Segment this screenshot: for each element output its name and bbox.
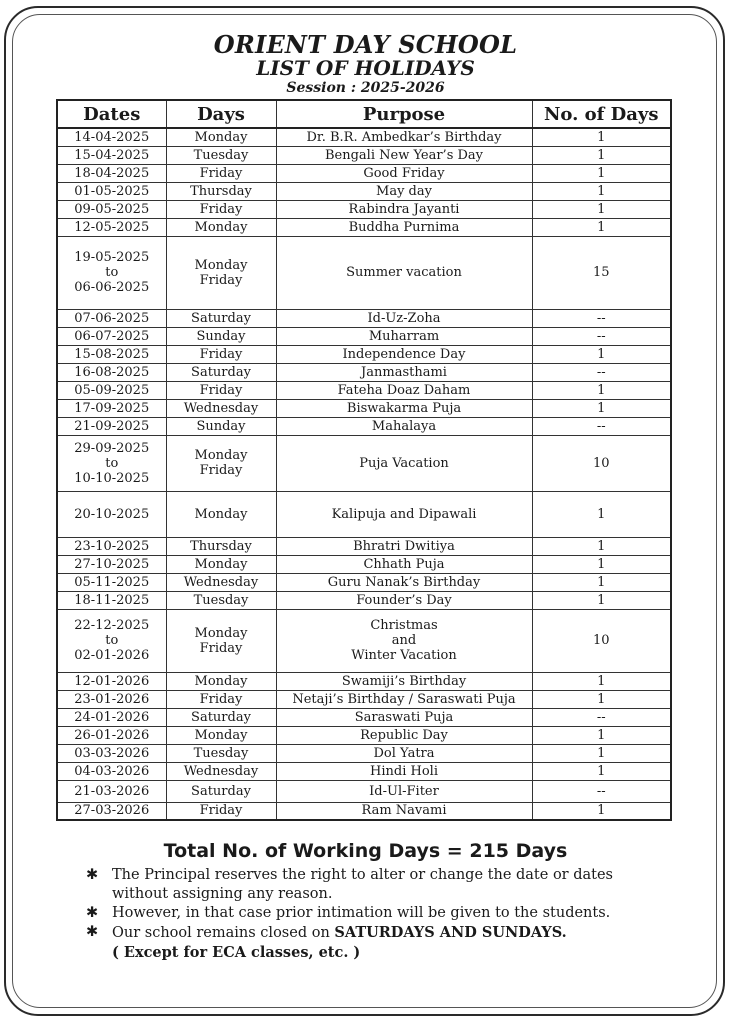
table-row — [57, 780, 671, 802]
count-value: 1 — [597, 219, 606, 235]
day-value: Wednesday — [183, 400, 259, 416]
day-value: Thursday — [190, 183, 252, 199]
count-value: 1 — [597, 129, 606, 145]
table-row — [57, 708, 671, 726]
table-row — [57, 381, 671, 399]
date-value: 09-05-2025 — [74, 201, 150, 217]
date-cell — [57, 672, 166, 690]
purpose-value: Puja Vacation — [359, 455, 449, 471]
day-cell — [166, 744, 276, 762]
count-value: -- — [596, 783, 606, 799]
table-row — [57, 218, 671, 236]
date-from: 29-09-2025 — [74, 440, 150, 456]
day-to: Friday — [199, 463, 243, 478]
date-value: 03-03-2026 — [74, 745, 150, 761]
date-cell — [57, 762, 166, 780]
count-value: 1 — [597, 673, 606, 689]
purpose-value: Summer vacation — [346, 265, 462, 280]
column-header-count: No. of Days — [532, 100, 671, 128]
day-cell — [166, 200, 276, 218]
count-cell — [532, 491, 671, 537]
purpose-cell — [276, 762, 532, 780]
note-text — [112, 866, 613, 904]
date-value: 04-03-2026 — [74, 763, 150, 779]
day-cell — [166, 672, 276, 690]
day-value: Monday — [194, 506, 248, 522]
count-value: 1 — [597, 346, 606, 362]
date-value: 01-05-2025 — [74, 183, 150, 199]
day-cell — [166, 537, 276, 555]
day-value: Monday — [194, 727, 248, 743]
day-value: Friday — [199, 201, 243, 217]
count-value: 1 — [597, 183, 606, 199]
date-cell — [57, 780, 166, 802]
asterisk-icon: ✱ — [86, 924, 99, 940]
date-cell — [57, 200, 166, 218]
table-row — [57, 435, 671, 491]
purpose-cell — [276, 537, 532, 555]
day-value: Friday — [199, 691, 243, 707]
date-value: 21-03-2026 — [74, 783, 150, 799]
day-cell — [166, 218, 276, 236]
count-value: 1 — [597, 382, 606, 398]
date-cell — [57, 236, 166, 309]
purpose-value: Guru Nanak’s Birthday — [327, 574, 481, 590]
purpose-cell — [276, 555, 532, 573]
count-value: 1 — [597, 574, 606, 590]
date-cell — [57, 435, 166, 491]
purpose-cell — [276, 345, 532, 363]
purpose-cell — [276, 399, 532, 417]
date-value: 18-04-2025 — [74, 165, 150, 181]
count-value: 1 — [597, 592, 606, 608]
purpose-value: Netaji’s Birthday / Saraswati Puja — [292, 691, 516, 707]
purpose-value: Kalipuja and Dipawali — [331, 506, 477, 522]
table-row — [57, 327, 671, 345]
date-cell — [57, 491, 166, 537]
date-cell — [57, 399, 166, 417]
day-cell — [166, 708, 276, 726]
day-cell — [166, 182, 276, 200]
date-value: 27-03-2026 — [74, 803, 150, 819]
date-cell — [57, 744, 166, 762]
date-value: 17-09-2025 — [74, 400, 150, 416]
count-cell — [532, 591, 671, 609]
table-row — [57, 182, 671, 200]
day-cell — [166, 381, 276, 399]
count-value: -- — [596, 709, 606, 725]
date-cell — [57, 146, 166, 164]
document-title: LIST OF HOLIDAYS — [256, 56, 475, 80]
table-row — [57, 762, 671, 780]
table-row — [57, 609, 671, 672]
column-header-purpose: Purpose — [276, 100, 532, 128]
day-value: Wednesday — [183, 574, 259, 590]
count-cell — [532, 200, 671, 218]
date-to: 02-01-2026 — [74, 648, 150, 663]
table-row — [57, 200, 671, 218]
count-cell — [532, 780, 671, 802]
count-cell — [532, 555, 671, 573]
purpose-line: Winter Vacation — [351, 648, 457, 663]
count-cell — [532, 182, 671, 200]
purpose-cell — [276, 690, 532, 708]
day-value: Friday — [199, 803, 243, 819]
table-row — [57, 363, 671, 381]
purpose-cell — [276, 491, 532, 537]
purpose-value: Dol Yatra — [373, 745, 435, 761]
date-cell — [57, 708, 166, 726]
date-cell — [57, 327, 166, 345]
day-value: Monday — [194, 219, 248, 235]
purpose-value: Janmasthami — [361, 364, 447, 380]
purpose-value: Bhratri Dwitiya — [353, 538, 455, 554]
count-cell — [532, 708, 671, 726]
day-value: Tuesday — [193, 147, 249, 163]
date-cell — [57, 218, 166, 236]
purpose-value: Chhath Puja — [363, 556, 445, 572]
count-value: 1 — [597, 556, 606, 572]
note-emphasis: SATURDAYS AND SUNDAYS. — [334, 924, 567, 941]
count-value: -- — [596, 364, 606, 380]
date-cell — [57, 726, 166, 744]
purpose-cell — [276, 164, 532, 182]
count-cell — [532, 417, 671, 435]
day-cell — [166, 573, 276, 591]
column-header-dates: Dates — [57, 100, 166, 128]
count-cell — [532, 399, 671, 417]
table-row — [57, 672, 671, 690]
date-value: 27-10-2025 — [74, 556, 150, 572]
day-value: Saturday — [191, 310, 251, 326]
day-cell — [166, 762, 276, 780]
range-to: to — [105, 455, 119, 471]
day-to: Friday — [199, 640, 243, 656]
note-item — [86, 904, 676, 923]
count-value: 10 — [592, 633, 610, 648]
count-cell — [532, 744, 671, 762]
count-value: 1 — [597, 506, 606, 522]
day-value: Wednesday — [183, 763, 259, 779]
purpose-cell — [276, 708, 532, 726]
date-cell — [57, 182, 166, 200]
day-cell — [166, 690, 276, 708]
count-value: 15 — [592, 265, 610, 280]
note-line: However, in that case prior intimation will be given to the students. — [112, 905, 611, 921]
count-cell — [532, 435, 671, 491]
count-value: 1 — [597, 201, 606, 217]
asterisk-icon: ✱ — [86, 905, 99, 921]
total-working-days: Total No. of Working Days = 215 Days — [163, 840, 568, 862]
purpose-cell — [276, 128, 532, 146]
table-row — [57, 345, 671, 363]
day-value: Saturday — [191, 364, 251, 380]
purpose-cell — [276, 802, 532, 820]
date-to: 06-06-2025 — [74, 280, 150, 295]
table-row — [57, 591, 671, 609]
date-from: 19-05-2025 — [74, 250, 150, 265]
count-value: 1 — [597, 691, 606, 707]
purpose-value: Republic Day — [360, 727, 448, 743]
date-to: 10-10-2025 — [74, 470, 150, 486]
day-from: Monday — [194, 625, 248, 641]
count-cell — [532, 609, 671, 672]
purpose-cell — [276, 146, 532, 164]
table-row — [57, 128, 671, 146]
count-cell — [532, 762, 671, 780]
count-value: 1 — [597, 763, 606, 779]
day-value: Friday — [199, 382, 243, 398]
table-row — [57, 491, 671, 537]
date-value: 21-09-2025 — [74, 418, 150, 434]
date-value: 26-01-2026 — [74, 727, 150, 743]
purpose-cell — [276, 363, 532, 381]
day-to: Friday — [199, 272, 243, 288]
count-value: 1 — [597, 803, 606, 819]
purpose-value: Independence Day — [342, 346, 466, 362]
count-value: 1 — [597, 727, 606, 743]
date-cell — [57, 309, 166, 327]
day-cell — [166, 491, 276, 537]
date-value: 20-10-2025 — [74, 506, 150, 522]
school-name: ORIENT DAY SCHOOL — [213, 30, 518, 59]
table-row — [57, 164, 671, 182]
range-to: to — [105, 265, 119, 280]
count-cell — [532, 236, 671, 309]
date-value: 15-04-2025 — [74, 147, 150, 163]
purpose-value: Buddha Purnima — [348, 219, 460, 235]
note-line: ( Except for ECA classes, etc. ) — [112, 944, 361, 961]
date-cell — [57, 555, 166, 573]
purpose-cell — [276, 182, 532, 200]
holiday-table — [56, 99, 672, 821]
day-value: Sunday — [196, 328, 246, 344]
day-cell — [166, 417, 276, 435]
table-row — [57, 309, 671, 327]
count-cell — [532, 146, 671, 164]
purpose-cell — [276, 417, 532, 435]
note-line: Our school remains closed on — [112, 925, 335, 941]
purpose-value: Good Friday — [363, 165, 445, 181]
date-cell — [57, 573, 166, 591]
count-cell — [532, 381, 671, 399]
table-row — [57, 726, 671, 744]
date-cell — [57, 363, 166, 381]
purpose-cell — [276, 435, 532, 491]
day-value: Monday — [194, 673, 248, 689]
count-cell — [532, 802, 671, 820]
count-cell — [532, 672, 671, 690]
date-value: 23-10-2025 — [74, 538, 150, 554]
purpose-cell — [276, 672, 532, 690]
date-cell — [57, 537, 166, 555]
day-value: Monday — [194, 556, 248, 572]
purpose-value: Swamiji’s Birthday — [341, 673, 467, 689]
day-cell — [166, 802, 276, 820]
date-value: 12-01-2026 — [74, 673, 150, 689]
purpose-cell — [276, 726, 532, 744]
purpose-value: Founder’s Day — [356, 592, 452, 608]
date-cell — [57, 591, 166, 609]
purpose-value: Saraswati Puja — [354, 709, 454, 725]
count-value: 10 — [592, 455, 610, 471]
purpose-line: and — [391, 633, 417, 648]
day-cell — [166, 236, 276, 309]
purpose-value: Biswakarma Puja — [346, 400, 462, 416]
count-value: -- — [596, 418, 606, 434]
day-cell — [166, 609, 276, 672]
day-cell — [166, 345, 276, 363]
count-cell — [532, 218, 671, 236]
table-row — [57, 802, 671, 820]
day-from: Monday — [194, 448, 248, 463]
count-value: 1 — [597, 147, 606, 163]
day-value: Friday — [199, 165, 243, 181]
day-cell — [166, 309, 276, 327]
date-cell — [57, 609, 166, 672]
date-value: 05-09-2025 — [74, 382, 150, 398]
date-cell — [57, 802, 166, 820]
count-cell — [532, 309, 671, 327]
day-cell — [166, 164, 276, 182]
purpose-cell — [276, 609, 532, 672]
purpose-cell — [276, 200, 532, 218]
date-cell — [57, 345, 166, 363]
day-cell — [166, 555, 276, 573]
date-cell — [57, 164, 166, 182]
date-cell — [57, 417, 166, 435]
note-line: without assigning any reason. — [112, 886, 333, 902]
purpose-value: Id-Uz-Zoha — [367, 310, 441, 326]
purpose-cell — [276, 591, 532, 609]
date-value: 05-11-2025 — [74, 574, 150, 590]
date-value: 18-11-2025 — [74, 592, 150, 608]
purpose-value: Id-Ul-Fiter — [369, 783, 439, 799]
day-cell — [166, 399, 276, 417]
day-cell — [166, 435, 276, 491]
purpose-line: Christmas — [370, 618, 438, 633]
count-cell — [532, 164, 671, 182]
note-item — [86, 866, 676, 904]
count-cell — [532, 345, 671, 363]
day-value: Thursday — [190, 538, 252, 554]
purpose-value: Hindi Holi — [370, 763, 438, 779]
purpose-value: Rabindra Jayanti — [348, 201, 460, 217]
table-header-row — [57, 100, 671, 128]
table-row — [57, 744, 671, 762]
count-cell — [532, 128, 671, 146]
purpose-cell — [276, 780, 532, 802]
day-cell — [166, 128, 276, 146]
day-cell — [166, 726, 276, 744]
purpose-value: Mahalaya — [371, 418, 437, 434]
day-cell — [166, 363, 276, 381]
table-row — [57, 537, 671, 555]
note-line: The Principal reserves the right to alter or change the date or dates — [112, 867, 613, 883]
day-value: Sunday — [196, 418, 246, 434]
purpose-cell — [276, 218, 532, 236]
purpose-value: Fateha Doaz Daham — [337, 382, 471, 398]
purpose-value: May day — [376, 183, 432, 199]
date-cell — [57, 381, 166, 399]
range-to: to — [105, 633, 119, 648]
purpose-value: Ram Navami — [361, 803, 447, 819]
day-value: Saturday — [191, 783, 251, 799]
purpose-value: Bengali New Year’s Day — [324, 147, 484, 163]
count-value: 1 — [597, 165, 606, 181]
purpose-cell — [276, 573, 532, 591]
count-cell — [532, 690, 671, 708]
day-value: Tuesday — [193, 745, 249, 761]
day-value: Friday — [199, 346, 243, 362]
day-cell — [166, 146, 276, 164]
purpose-cell — [276, 381, 532, 399]
count-value: 1 — [597, 538, 606, 554]
date-value: 06-07-2025 — [74, 328, 150, 344]
column-header-days: Days — [166, 100, 276, 128]
session-label: Session : 2025-2026 — [286, 80, 445, 96]
date-cell — [57, 128, 166, 146]
count-value: 1 — [597, 745, 606, 761]
table-row — [57, 573, 671, 591]
count-cell — [532, 726, 671, 744]
table-row — [57, 236, 671, 309]
purpose-cell — [276, 744, 532, 762]
date-value: 15-08-2025 — [74, 346, 150, 362]
date-value: 12-05-2025 — [74, 219, 150, 235]
day-cell — [166, 591, 276, 609]
table-body — [57, 128, 671, 820]
purpose-value: Dr. B.R. Ambedkar’s Birthday — [306, 129, 502, 145]
asterisk-icon: ✱ — [86, 867, 99, 883]
purpose-value: Muharram — [368, 328, 440, 344]
count-cell — [532, 573, 671, 591]
date-value: 16-08-2025 — [74, 364, 150, 380]
date-value: 24-01-2026 — [74, 709, 150, 725]
table-row — [57, 146, 671, 164]
count-value: -- — [596, 328, 606, 344]
purpose-cell — [276, 236, 532, 309]
count-cell — [532, 537, 671, 555]
note-item — [86, 923, 676, 963]
count-cell — [532, 363, 671, 381]
table-row — [57, 555, 671, 573]
date-value: 14-04-2025 — [74, 129, 150, 145]
note-text — [112, 923, 567, 963]
date-cell — [57, 690, 166, 708]
date-from: 22-12-2025 — [74, 618, 150, 633]
count-value: 1 — [597, 400, 606, 416]
count-cell — [532, 327, 671, 345]
table-row — [57, 417, 671, 435]
count-value: -- — [596, 310, 606, 326]
table-row — [57, 690, 671, 708]
day-cell — [166, 780, 276, 802]
table-row — [57, 399, 671, 417]
day-value: Monday — [194, 129, 248, 145]
date-value: 23-01-2026 — [74, 691, 150, 707]
date-value: 07-06-2025 — [74, 310, 150, 326]
notes-list — [86, 866, 676, 963]
day-value: Saturday — [191, 709, 251, 725]
purpose-cell — [276, 327, 532, 345]
day-from: Monday — [194, 257, 248, 273]
day-value: Tuesday — [193, 592, 249, 608]
day-cell — [166, 327, 276, 345]
purpose-cell — [276, 309, 532, 327]
